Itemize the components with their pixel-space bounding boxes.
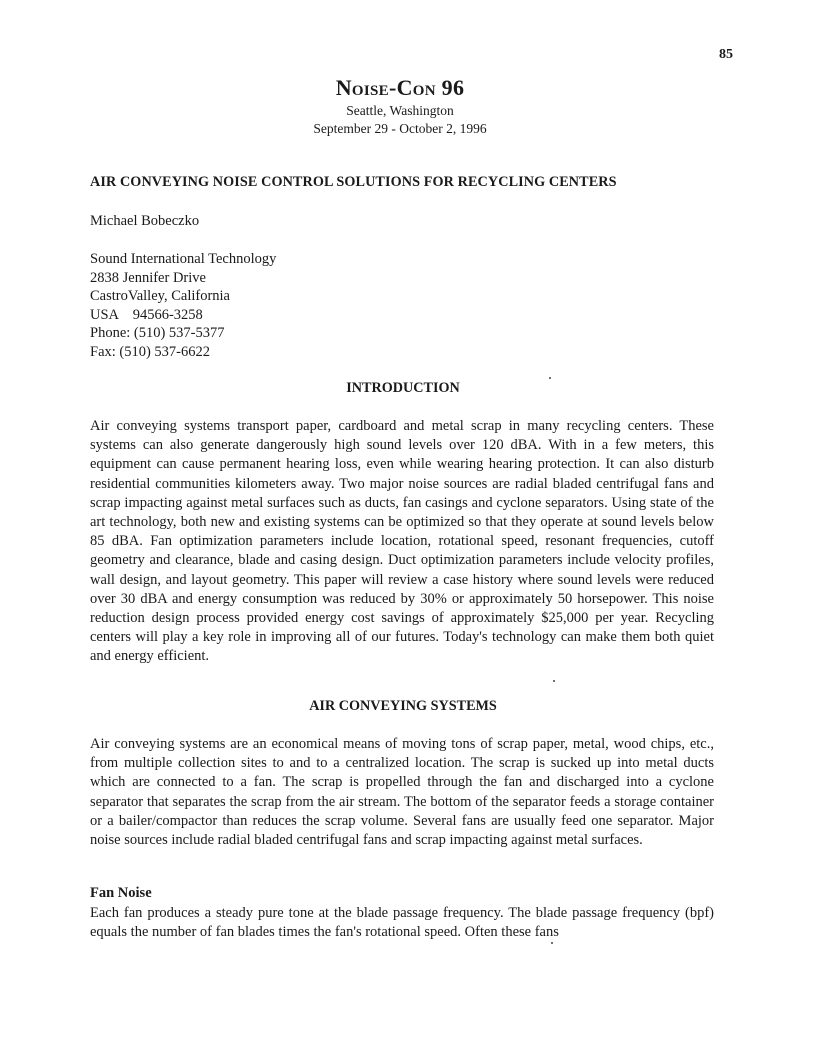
air-conveying-paragraph: Air conveying systems are an economical means of moving tons of scrap paper, metal, wood chips, etc., from multiple collection sites to and to a centralized location. The scrap is sucked up into metal ducts which are connected to a fan. The scrap is propelled through the fan and discharged into a cyclone separator that separates the scrap from the air stream. The bottom of the separator feeds a storage container or a bailer/compactor than reduces the scrap volume. Several fans are usually feed one separator. Major noise sources include radial bladed centrifugal fans and scrap impacting against metal surfaces. <box>90 736 714 849</box>
conference-header <box>0 74 800 138</box>
conference-dates: September 29 - October 2, 1996 <box>313 121 487 136</box>
introduction-paragraph: Air conveying systems transport paper, cardboard and metal scrap in many recycling centers. These systems can also generate dangerously high sound levels over 120 dBA. With in a few meters, this equipment can cause permanent hearing loss, even while wearing hearing protection. It can also disturb residential communities kilometers away. Two major noise sources are radial bladed centrifugal fans and scrap impacting against metal surfaces such as ducts, fan casings and cyclone separators. Using state of the art technology, both new and existing systems can be optimized so that they operate at sound levels below 85 dBA. Fan optimization parameters include location, rotational speed, resonant frequencies, cutoff geometry and clearance, blade and casing design. Duct optimization parameters include velocity profiles, wall design, and layout geometry. This paper will review a case history where sound levels were reduced over 30 dBA and energy consumption was reduced by 30% or approximately 50 horsepower. This noise reduction design process provided energy cost savings of approximately $25,000 per year. Recycling centers will play a key role in improving all of our futures. Today's technology can make them both quiet and energy efficient. <box>90 418 714 665</box>
address-line: Sound International Technology <box>90 251 277 267</box>
address-line: 2838 Jennifer Drive <box>90 269 206 286</box>
section-heading-air-conveying-systems: AIR CONVEYING SYSTEMS <box>309 698 497 714</box>
scan-speck <box>549 377 551 379</box>
address-line: USA 94566-3258 <box>90 306 203 323</box>
address-line: Fax: (510) 537-6622 <box>90 343 211 360</box>
conference-title: Noise-Con 96 <box>335 75 465 100</box>
scan-speck <box>551 942 553 944</box>
author-name: Michael Bobeczko <box>90 213 200 229</box>
subsection-heading-fan-noise: Fan Noise <box>90 885 152 901</box>
paper-title: AIR CONVEYING NOISE CONTROL SOLUTIONS FOR RECYCLING CENTERS <box>90 174 617 190</box>
page-number: 85 <box>719 47 733 62</box>
fan-noise-paragraph: Each fan produces a steady pure tone at the blade passage frequency. The blade passage frequency (bpf) equals the number of fan blades times the fan's rotational speed. Often these fans <box>90 905 714 941</box>
address-line: Phone: (510) 537-5377 <box>90 325 225 342</box>
scan-speck <box>553 680 555 682</box>
author-address <box>90 250 276 362</box>
section-heading-introduction: INTRODUCTION <box>346 380 460 396</box>
address-line: CastroValley, California <box>90 288 230 305</box>
conference-location: Seattle, Washington <box>346 103 454 118</box>
